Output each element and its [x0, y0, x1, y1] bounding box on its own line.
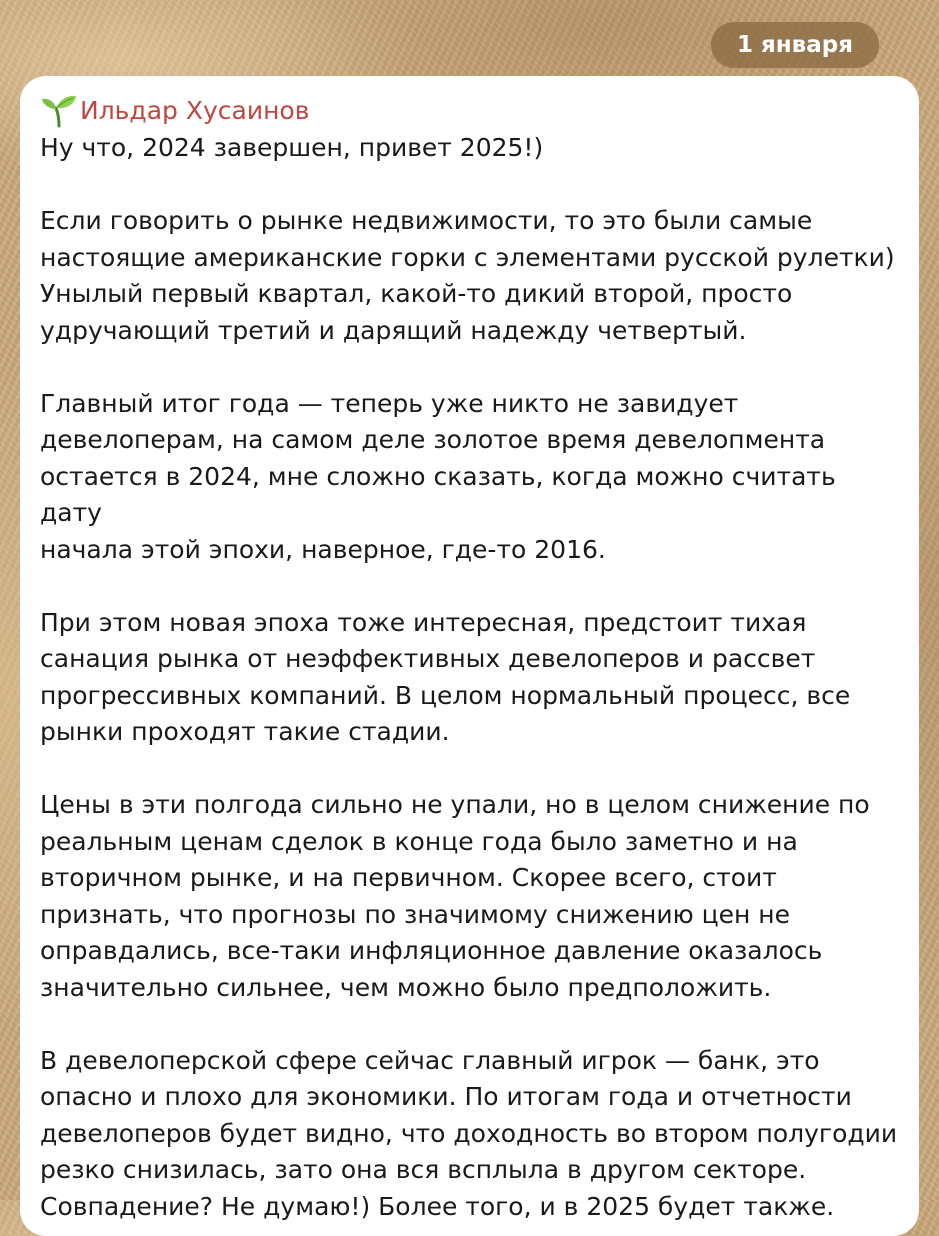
author-name[interactable]: Ильдар Хусаинов — [80, 95, 310, 125]
date-separator: 1 января — [711, 22, 879, 68]
message-paragraph: Цены в эти полгода сильно не упали, но в целом снижение по реальным ценам сделок в конце года было заметно и на вторичном рынке, и на первичном. Скорее всего, стоит признать, что прогнозы по значимому снижению цен не оправдались, все-таки инфляционное давление оказалось значительно сильнее, чем можно было предположить. — [40, 790, 870, 1002]
message-paragraph: Главный итог года — теперь уже никто не завидует девелоперам, на самом деле золотое время девелопмента остается в 2024, мне сложно сказать, когда можно считать дату начала этой эпохи, наверное, где-то 2016. — [40, 388, 836, 564]
message-author[interactable] — [40, 92, 899, 128]
message-paragraph: Если говорить о рынке недвижимости, то это были самые настоящие американские горки с элементами русской рулетки) Унылый первый квартал, какой-то дикий второй, просто удручающий третий и дарящий надежду четвертый. — [40, 206, 895, 345]
message-bubble[interactable] — [20, 76, 919, 1236]
sprout-icon — [40, 93, 78, 127]
message-paragraph: При этом новая эпоха тоже интересная, предстоит тихая санация рынка от неэффективных девелоперов и рассвет прогрессивных компаний. В целом нормальный процесс, все рынки проходят такие стадии. — [40, 607, 851, 746]
message-paragraph: В девелоперской сфере сейчас главный игрок — банк, это опасно и плохо для экономики. По итогам года и отчетности девелоперов будет видно, что доходность во втором полугодии резко снизилась, зато она вся всплыла в другом секторе. Совпадение? Не думаю!) Более того, и в 2025 будет также. — [40, 1045, 898, 1221]
message-paragraph: Ну что, 2024 завершен, привет 2025!) — [40, 133, 544, 162]
message-text — [40, 130, 899, 1225]
